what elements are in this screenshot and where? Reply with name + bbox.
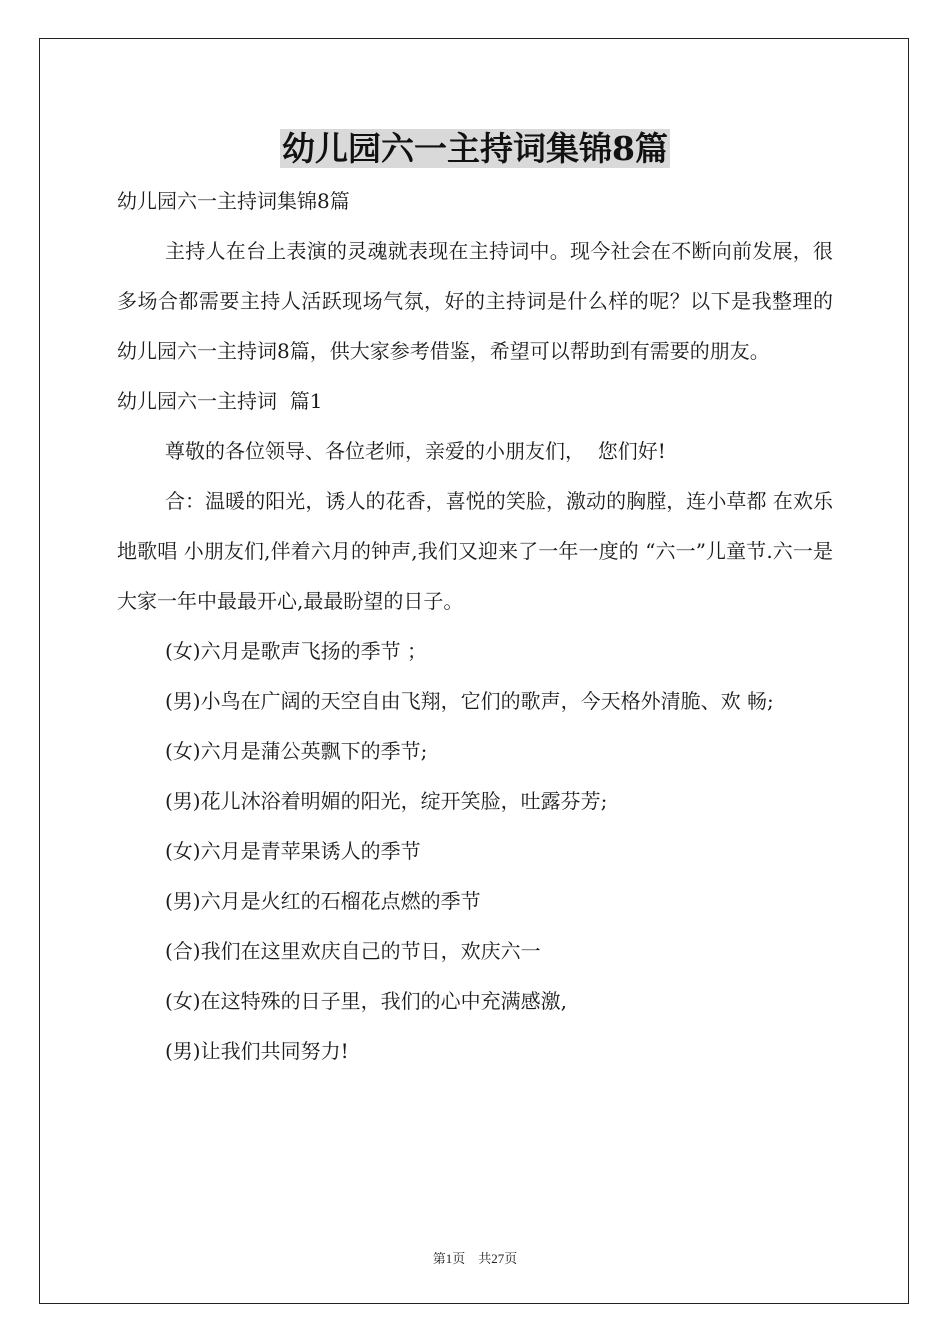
paragraph: 合：温暖的阳光，诱人的花香，喜悦的笑脸，激动的胸膛，连小草都 在欢乐地歌唱 小朋友们,伴着六月的钟声,我们又迎来了一年一度的 “六一”儿童节.六一是大家一年中最最开心,最最盼望的日子。 [117,489,833,613]
document-title [0,126,950,172]
paragraph: (男)小鸟在广阔的天空自由飞翔，它们的歌声，今天格外清脆、欢 畅; [165,689,774,713]
paragraph: 尊敬的各位领导、各位老师，亲爱的小朋友们， 您们好! [165,439,666,463]
document-body [117,176,833,1076]
section-heading: 幼儿园六一主持词 篇1 [117,389,323,413]
paragraph: (女)六月是歌声飞扬的季节 ； [165,639,427,663]
paragraph: (合)我们在这里欢庆自己的节日，欢庆六一 [165,939,541,963]
paragraph: (男)六月是火红的石榴花点燃的季节 [165,889,481,913]
page-total: 共27页 [478,1251,518,1266]
document-title-text: 幼儿园六一主持词集锦8篇 [282,129,668,168]
page-number: 第1页 [432,1251,466,1266]
paragraph: 主持人在台上表演的灵魂就表现在主持词中。现今社会在不断向前发展，很多场合都需要主持人活跃现场气氛，好的主持词是什么样的呢？以下是我整理的幼儿园六一主持词8篇，供大家参考借鉴，希望可以帮助到有需要的朋友。 [117,239,833,363]
paragraph: (男)让我们共同努力! [165,1039,349,1063]
page-footer [0,1248,950,1267]
document-subtitle: 幼儿园六一主持词集锦8篇 [117,189,350,213]
paragraph: (女)六月是蒲公英飘下的季节; [165,739,428,763]
paragraph: (女)六月是青苹果诱人的季节 [165,839,421,863]
paragraph: (女)在这特殊的日子里，我们的心中充满感激, [165,989,567,1013]
paragraph: (男)花儿沐浴着明媚的阳光，绽开笑脸，吐露芬芳; [165,789,608,813]
